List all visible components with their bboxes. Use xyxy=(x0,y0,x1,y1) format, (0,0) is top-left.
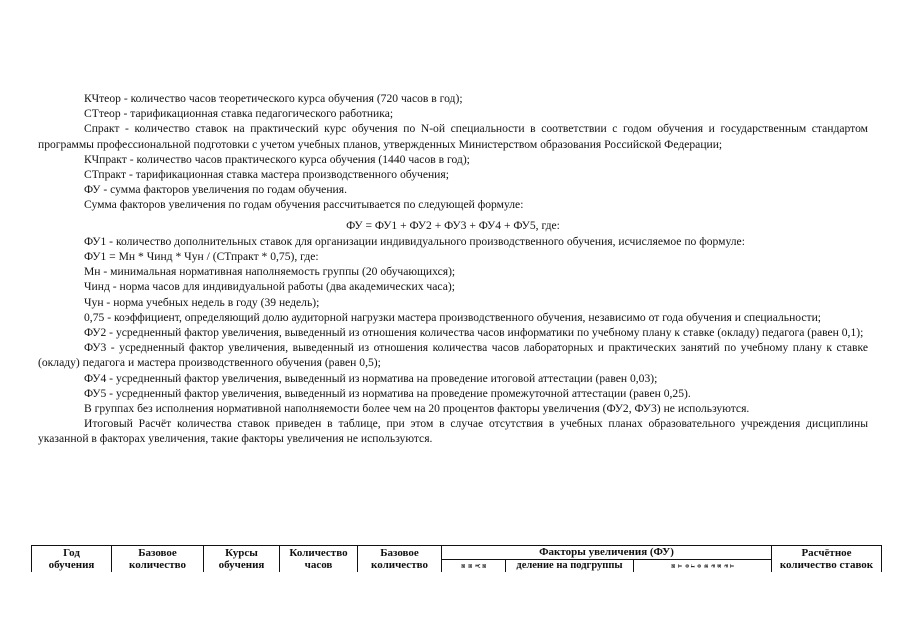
header-courses: Курсы обучения xyxy=(204,546,280,573)
paragraph: КЧтеор - количество часов теоретического курса обучения (720 часов в год); xyxy=(84,92,463,105)
paragraph: 0,75 - коэффициент, определяющий долю аудиторной нагрузки мастера производственного обучения, независимо от года обучения и специальности; xyxy=(84,310,822,324)
vertical-text: итоговаяат xyxy=(669,563,737,568)
paragraph: Спракт - количество ставок на практический курс обучения по N-ой специальности в соответствии с годом обучения и государственным стандартом программы профессиональной подготовки с учетом учебных планов, утвержденных Министерством образования Российской Федерации; xyxy=(38,122,868,151)
paragraph: Сумма факторов увеличения по годам обучения рассчитывается по следующей формуле: xyxy=(84,198,524,212)
document-body xyxy=(38,91,868,447)
header-base-count-2: Базовое количество xyxy=(358,546,442,573)
header-rate-count: Расчётное количество ставок xyxy=(772,546,882,573)
paragraph: ФУ - сумма факторов увеличения по годам обучения. xyxy=(84,183,347,197)
paragraph: Чун - норма учебных недель в году (39 недель); xyxy=(84,295,320,309)
paragraph: ФУ4 - усредненный фактор увеличения, выведенный из норматива на проведение итоговой аттестации (равен 0,03); xyxy=(84,371,658,385)
subheader-subgroups: деление на подгруппы xyxy=(506,559,634,572)
vertical-text: инди xyxy=(459,563,488,568)
formula: ФУ = ФУ1 + ФУ2 + ФУ3 + ФУ4 + ФУ5, где: xyxy=(346,218,560,232)
paragraph: Итоговый Расчёт количества ставок приведен в таблице, при этом в случае отсутствия в учебных планах образовательного учреждения дисциплины указанной в факторах увеличения, такие факторы увеличения не используются. xyxy=(38,417,868,446)
paragraph: Чинд - норма часов для индивидуальной работы (два академических часа); xyxy=(84,280,455,294)
paragraph: ФУ3 - усредненный фактор увеличения, выведенный из отношения количества часов лабораторных и практических занятий по учебному плану к ставке (окладу) педагога и мастера производственного обучения (равен 0,5); xyxy=(38,341,868,370)
paragraph: ФУ2 - усредненный фактор увеличения, выведенный из отношения количества часов информатики по учебному плану к ставке (окладу) педагога (равен 0,1); xyxy=(84,326,864,340)
paragraph: ФУ5 - усредненный фактор увеличения, выведенный из норматива на проведение промежуточной аттестации (равен 0,25). xyxy=(84,386,691,400)
paragraph: ФУ1 = Мн * Чинд * Чун / (СТпракт * 0,75), где: xyxy=(84,250,319,264)
subheader-individual xyxy=(442,559,506,572)
header-base-count: Базовое количество xyxy=(112,546,204,573)
header-factors: Факторы увеличения (ФУ) xyxy=(442,546,772,560)
paragraph: КЧпракт - количество часов практического курса обучения (1440 часов в год); xyxy=(84,152,470,166)
paragraph: Мн - минимальная нормативная наполняемость группы (20 обучающихся); xyxy=(84,265,456,279)
header-year: Год обучения xyxy=(32,546,112,573)
subheader-final-attestation xyxy=(634,559,772,572)
paragraph: ФУ1 - количество дополнительных ставок для организации индивидуального производственного обучения, исчисляемое по формуле: xyxy=(84,234,745,248)
paragraph: СТпракт - тарификационная ставка мастера производственного обучения; xyxy=(84,168,449,182)
paragraph: СТтеор - тарификационная ставка педагогического работника; xyxy=(84,107,394,121)
rates-table xyxy=(31,545,882,572)
paragraph: В группах без исполнения нормативной наполняемости более чем на 20 процентов факторы увеличения (ФУ2, ФУ3) не используются. xyxy=(84,402,750,416)
header-hours: Количество часов xyxy=(280,546,358,573)
